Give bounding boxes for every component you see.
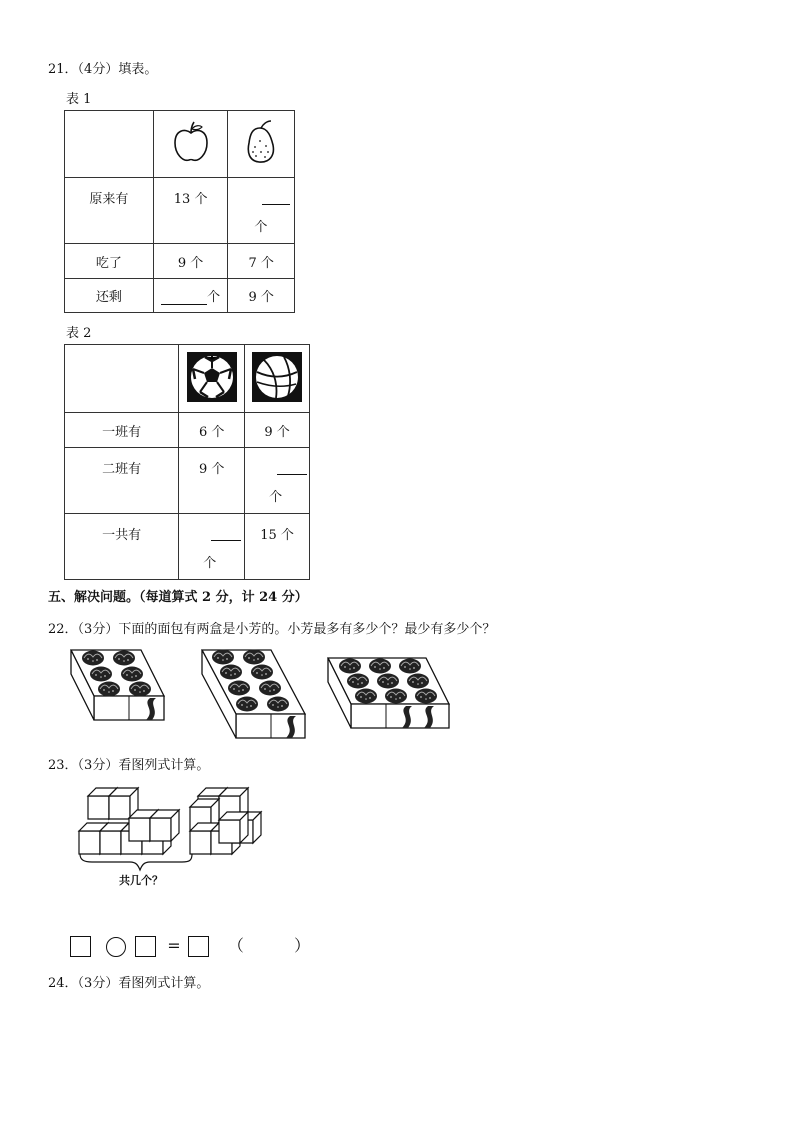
unit-label: 个 <box>254 220 268 235</box>
table1-cell: 7 个 <box>228 244 295 279</box>
answer-box[interactable] <box>135 936 156 957</box>
table2-row-label: 一班有 <box>65 413 179 448</box>
table1-row-label: 原来有 <box>65 178 154 244</box>
q24-title: 24．（3分）看图列式计算。 <box>48 976 210 991</box>
unit-label: 个 <box>203 556 217 571</box>
table2-cell: 9 个 <box>245 413 310 448</box>
table1-caption: 表 1 <box>66 92 92 107</box>
table2 <box>64 344 310 580</box>
table1-corner <box>65 111 154 178</box>
table2-header-basketball <box>245 345 310 413</box>
basketball-icon <box>252 352 302 402</box>
apple-icon <box>171 120 211 164</box>
bread-box-1 <box>71 650 164 720</box>
unit-label: 个 <box>269 490 283 505</box>
table2-caption: 表 2 <box>66 326 92 341</box>
table1-header-pear <box>228 111 295 178</box>
cube-group-1 <box>79 788 179 854</box>
soccer-ball-icon <box>187 352 237 402</box>
answer-blank[interactable] <box>161 292 207 305</box>
q23-title: 23．（3分）看图列式计算。 <box>48 758 210 773</box>
equation-row <box>70 933 310 957</box>
answer-blank[interactable] <box>262 192 290 205</box>
brace <box>78 852 198 874</box>
section5-title: 五、解决问题。（每道算式 2 分，计 24 分） <box>48 590 308 605</box>
table1-fill-cell[interactable] <box>153 279 228 313</box>
pear-icon <box>241 119 281 165</box>
table2-fill-cell[interactable] <box>245 448 310 514</box>
answer-blank[interactable] <box>211 528 241 541</box>
table1-cell: 13 个 <box>153 178 228 244</box>
paren-right: ） <box>294 936 311 955</box>
q21-title: 21．（4分）填表。 <box>48 62 158 77</box>
operator-circle[interactable] <box>106 937 126 957</box>
cube-group-2 <box>190 788 261 854</box>
table2-cell: 6 个 <box>179 413 245 448</box>
table2-header-soccer <box>179 345 245 413</box>
equals-sign: = <box>167 936 181 955</box>
answer-box[interactable] <box>188 936 209 957</box>
table1-fill-cell[interactable] <box>228 178 295 244</box>
table1-header-apple <box>153 111 228 178</box>
unit-label: 个 <box>207 290 221 305</box>
answer-blank[interactable] <box>277 462 307 475</box>
q22-title: 22．（3分）下面的面包有两盒是小芳的。小芳最多有多少个？最少有多少个？ <box>48 622 496 637</box>
table2-cell: 9 个 <box>179 448 245 514</box>
table1-row-label: 还剩 <box>65 279 154 313</box>
answer-box[interactable] <box>70 936 91 957</box>
table2-fill-cell[interactable] <box>179 514 245 580</box>
paren-left: （ <box>227 936 244 955</box>
table2-cell: 15 个 <box>245 514 310 580</box>
bread-boxes-figure <box>66 644 456 740</box>
brace-label: 共几个？ <box>119 874 163 887</box>
bread-box-3 <box>328 658 449 728</box>
table1 <box>64 110 295 313</box>
table1-cell: 9 个 <box>228 279 295 313</box>
bread-box-2 <box>202 650 305 739</box>
table2-row-label: 二班有 <box>65 448 179 514</box>
table2-row-label: 一共有 <box>65 514 179 580</box>
table1-row-label: 吃了 <box>65 244 154 279</box>
table2-corner <box>65 345 179 413</box>
table1-cell: 9 个 <box>153 244 228 279</box>
